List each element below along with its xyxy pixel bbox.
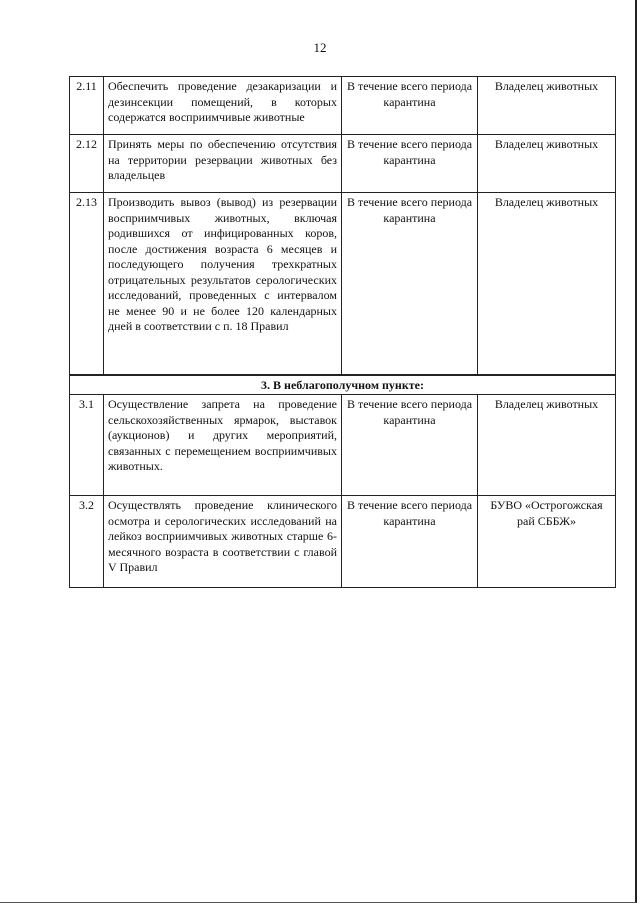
section-heading-row	[70, 375, 616, 395]
measure-description: Обеспечить проведение дезакаризации и дезинсекции помещений, в которых содержатся восприимчивые животные	[104, 77, 342, 135]
measure-term: В течение всего периода карантина	[342, 395, 478, 496]
row-number: 2.11	[70, 77, 104, 135]
responsible-party: БУВО «Острогожская рай СББЖ»	[478, 496, 616, 588]
measure-term: В течение всего периода карантина	[342, 496, 478, 588]
page-number: 12	[313, 40, 327, 55]
measure-term: В течение всего периода карантина	[342, 77, 478, 135]
row-number: 3.2	[70, 496, 104, 588]
measure-description: Осуществлять проведение клинического осмотра и серологических исследований на лейкоз восприимчивых животных старше 6-месячного возраста в соответствии с главой V Правил	[104, 496, 342, 588]
measure-term: В течение всего периода карантина	[342, 135, 478, 193]
responsible-party: Владелец животных	[478, 77, 616, 135]
row-number: 2.13	[70, 193, 104, 375]
row-number: 2.12	[70, 135, 104, 193]
measure-description: Принять меры по обеспечению отсутствия на территории резервации животных без владельцев	[104, 135, 342, 193]
section-title: 3. В неблагополучном пункте:	[70, 375, 616, 395]
responsible-party: Владелец животных	[478, 395, 616, 496]
measure-description: Производить вывоз (вывод) из резервации восприимчивых животных, включая родившихся от инфицированных коров, после достижения возраста 6 месяцев и последующего получения трехкратных отрицательных результатов серологических исследований, проведенных с интервалом не менее 90 и не более 120 календарных дней в соответствии с п. 18 Правил	[104, 193, 342, 375]
responsible-party: Владелец животных	[478, 135, 616, 193]
table-row	[70, 395, 616, 496]
measures-table	[69, 76, 616, 588]
table-row	[70, 496, 616, 588]
measure-term: В течение всего периода карантина	[342, 193, 478, 375]
table-row	[70, 135, 616, 193]
responsible-party: Владелец животных	[478, 193, 616, 375]
table-row	[70, 193, 616, 375]
table-row	[70, 77, 616, 135]
row-number: 3.1	[70, 395, 104, 496]
measure-description: Осуществление запрета на проведение сельскохозяйственных ярмарок, выставок (аукционов) и других мероприятий, связанных с перемещением восприимчивых животных.	[104, 395, 342, 496]
